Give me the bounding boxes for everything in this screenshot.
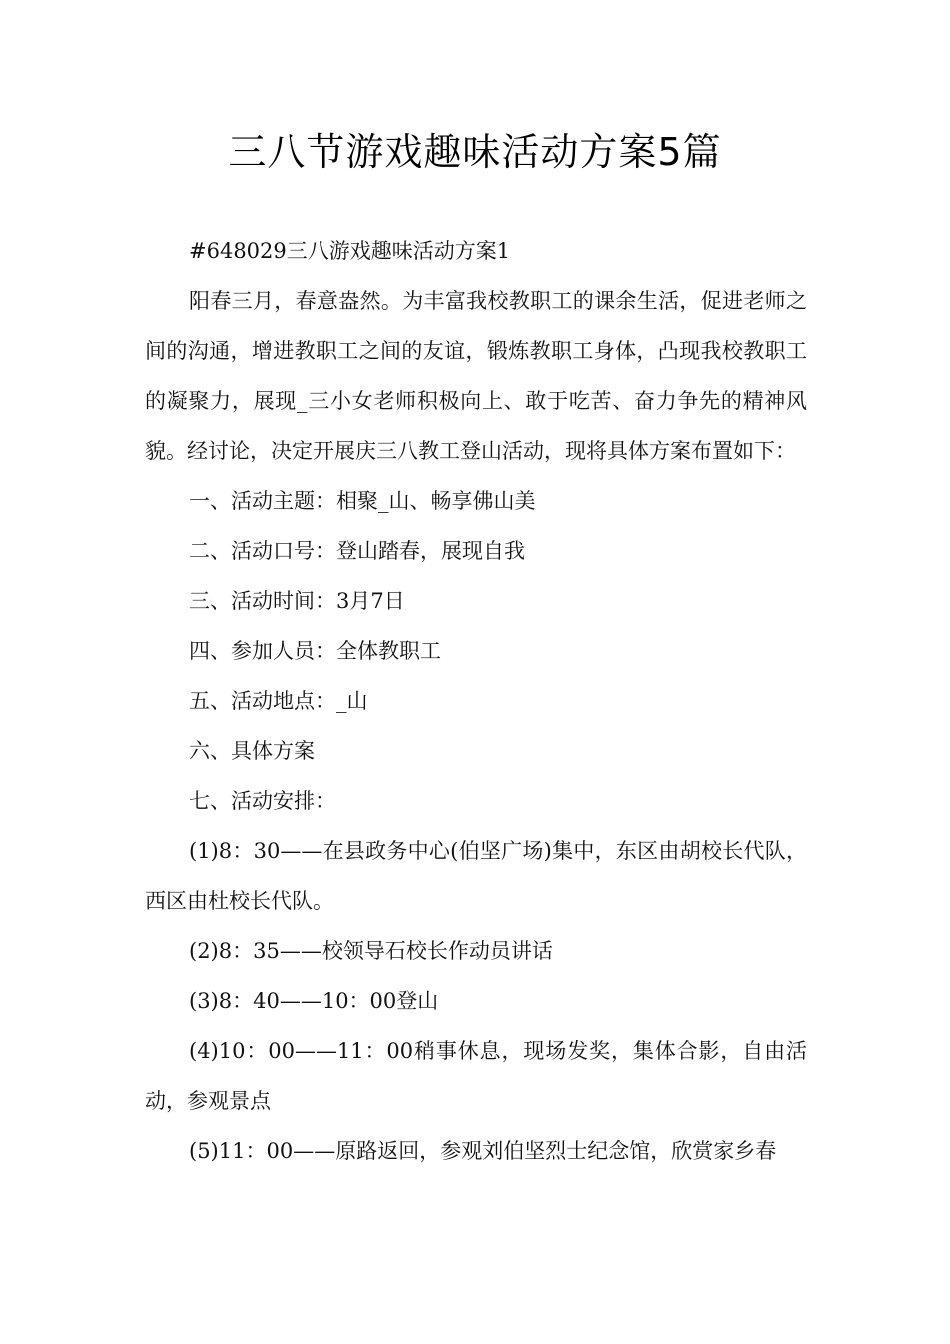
participants: 四、参加人员：全体教职工 <box>189 639 441 663</box>
activity-location: 五、活动地点：_山 <box>189 689 368 713</box>
activity-time: 三、活动时间：3月7日 <box>189 589 405 613</box>
schedule-item: (5)11：00——原路返回，参观刘伯坚烈士纪念馆，欣赏家乡春 <box>189 1139 777 1163</box>
intro-paragraph: 阳春三月，春意盎然。为丰富我校教职工的课余生活，促进老师之间的沟通，增进教职工之间的友谊，锻炼教职工身体，凸现我校教职工的凝聚力，展现_三小女老师积极向上、敢于吃苦、奋力争先的精神风貌。经讨论，决定开展庆三八教工登山活动，现将具体方案布置如下： <box>145 289 807 463</box>
schedule-item: (4)10：00——11：00稍事休息，现场发奖，集体合影，自由活动，参观景点 <box>145 1039 807 1113</box>
document-body <box>145 226 807 1176</box>
schedule-item: (1)8：30——在县政务中心(伯坚广场)集中，东区由胡校长代队，西区由杜校长代队。 <box>145 839 807 913</box>
activity-schedule-heading: 七、活动安排： <box>189 789 336 813</box>
activity-theme: 一、活动主题：相聚_山、畅享佛山美 <box>189 489 536 513</box>
document-title: 三八节游戏趣味活动方案5篇 <box>228 130 722 174</box>
specific-plan: 六、具体方案 <box>189 739 315 763</box>
schedule-item: (3)8：40——10：00登山 <box>189 989 439 1013</box>
section-heading: #648029三八游戏趣味活动方案1 <box>189 239 511 263</box>
activity-slogan: 二、活动口号：登山踏春，展现自我 <box>189 539 525 563</box>
schedule-item: (2)8：35——校领导石校长作动员讲话 <box>189 939 553 963</box>
